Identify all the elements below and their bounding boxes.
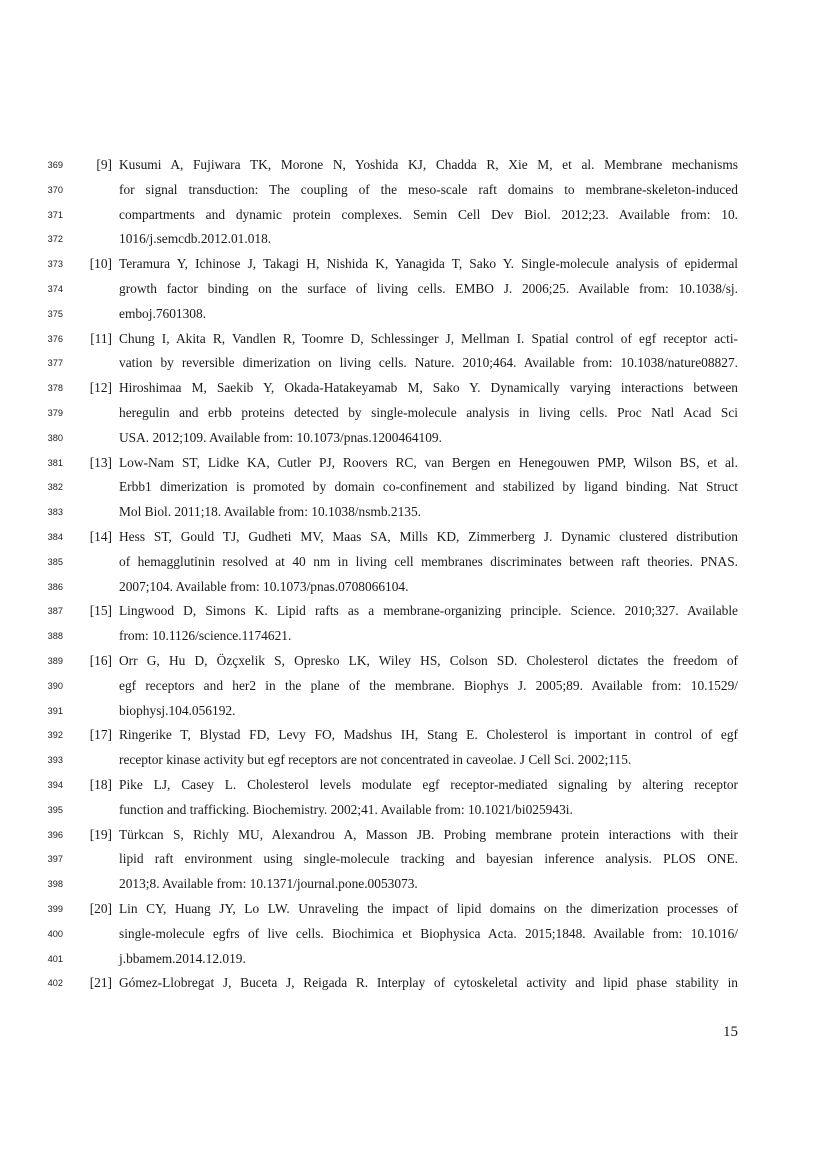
- line-number: 390: [47, 680, 63, 691]
- reference-text: 2007;104. Available from: 10.1073/pnas.0708066104.: [119, 578, 409, 594]
- line-number: 391: [47, 705, 63, 716]
- line-number: 384: [47, 531, 63, 542]
- reference-label: [13]: [89, 454, 112, 470]
- reference-text: Chung I, Akita R, Vandlen R, Toomre D, Schlessinger J, Mellman I. Spatial control of egf receptor acti-: [119, 330, 738, 346]
- line-number: 401: [47, 953, 63, 964]
- reference-text: Kusumi A, Fujiwara TK, Morone N, Yoshida KJ, Chadda R, Xie M, et al. Membrane mechanisms: [119, 157, 738, 172]
- reference-text: single-molecule egfrs of live cells. Biochimica et Biophysica Acta. 2015;1848. Available from: 10.1016/: [119, 925, 738, 941]
- line-number: 394: [47, 779, 63, 790]
- reference-text: for signal transduction: The coupling of the meso-scale raft domains to membrane-skeleton-induced: [119, 181, 738, 197]
- reference-text: j.bbamem.2014.12.019.: [119, 950, 246, 966]
- reference-line: [0, 699, 827, 724]
- reference-entry: [0, 451, 827, 525]
- line-number: 398: [47, 879, 63, 890]
- reference-text: function and trafficking. Biochemistry. 2002;41. Available from: 10.1021/bi025943i.: [119, 801, 573, 817]
- reference-line: [0, 922, 827, 947]
- line-number: 376: [47, 333, 63, 344]
- reference-entry: [0, 773, 827, 823]
- line-number: 379: [47, 407, 63, 418]
- reference-text: Türkcan S, Richly MU, Alexandrou A, Masson JB. Probing membrane protein interactions with their: [119, 826, 738, 842]
- reference-line: [0, 376, 827, 401]
- reference-label: [9]: [96, 157, 112, 172]
- reference-text: Low-Nam ST, Lidke KA, Cutler PJ, Roovers RC, van Bergen en Henegouwen PMP, Wilson BS, et al.: [119, 454, 738, 470]
- line-number: 385: [47, 556, 63, 567]
- reference-label: [18]: [89, 776, 112, 792]
- reference-line: [0, 947, 827, 972]
- reference-text: Erbb1 dimerization is promoted by domain co-confinement and stabilized by ligand binding. Nat Struct: [119, 479, 738, 495]
- reference-entry: [0, 599, 827, 649]
- reference-line: [0, 277, 827, 302]
- reference-line: [0, 178, 827, 203]
- reference-text: egf receptors and her2 in the plane of the membrane. Biophys J. 2005;89. Available from: 10.1529/: [119, 677, 738, 693]
- reference-text: vation by reversible dimerization on living cells. Nature. 2010;464. Available from: 10.1038/nature08827.: [119, 355, 738, 371]
- reference-line: [0, 302, 827, 327]
- line-number: 389: [47, 655, 63, 666]
- line-number: 374: [47, 283, 63, 294]
- reference-line: [0, 153, 827, 178]
- reference-text: Gómez-Llobregat J, Buceta J, Reigada R. Interplay of cytoskeletal activity and lipid phase stability in: [119, 975, 738, 991]
- reference-label: [16]: [89, 652, 112, 668]
- line-number: 383: [47, 507, 63, 518]
- line-number: 395: [47, 804, 63, 815]
- reference-line: [0, 401, 827, 426]
- line-number: 382: [47, 482, 63, 493]
- reference-line: [0, 327, 827, 352]
- line-number: 377: [47, 358, 63, 369]
- reference-line: [0, 451, 827, 476]
- reference-list: [0, 153, 827, 996]
- reference-label: [10]: [89, 256, 112, 272]
- reference-text: Ringerike T, Blystad FD, Levy FO, Madshus IH, Stang E. Cholesterol is important in control of egf: [119, 727, 738, 743]
- line-number: 399: [47, 903, 63, 914]
- reference-line: [0, 525, 827, 550]
- reference-label: [20]: [89, 900, 112, 916]
- reference-line: [0, 971, 827, 996]
- line-number: 373: [47, 259, 63, 270]
- line-number: 400: [47, 928, 63, 939]
- reference-label: [11]: [90, 330, 112, 346]
- line-number: 396: [47, 829, 63, 840]
- reference-text: receptor kinase activity but egf receptors are not concentrated in caveolae. J Cell Sci. 2002;115.: [119, 752, 632, 768]
- page-number: 15: [723, 1024, 738, 1040]
- reference-text: Hiroshimaa M, Saekib Y, Okada-Hatakeyamab M, Sako Y. Dynamically varying interactions between: [119, 380, 738, 396]
- reference-text: Hess ST, Gould TJ, Gudheti MV, Maas SA, Mills KD, Zimmerberg J. Dynamic clustered distribution: [119, 528, 738, 544]
- reference-entry: [0, 723, 827, 773]
- reference-line: [0, 897, 827, 922]
- line-number: 372: [47, 234, 63, 245]
- reference-line: [0, 575, 827, 600]
- reference-line: [0, 872, 827, 897]
- reference-label: [14]: [89, 528, 112, 544]
- line-number: 380: [47, 432, 63, 443]
- reference-text: 2013;8. Available from: 10.1371/journal.pone.0053073.: [119, 876, 418, 892]
- reference-line: [0, 649, 827, 674]
- reference-line: [0, 847, 827, 872]
- reference-text: 1016/j.semcdb.2012.01.018.: [119, 231, 272, 247]
- reference-text: Pike LJ, Casey L. Cholesterol levels modulate egf receptor-mediated signaling by altering receptor: [119, 776, 738, 792]
- reference-label: [15]: [89, 603, 112, 619]
- line-number: 387: [47, 606, 63, 617]
- reference-label: [12]: [89, 380, 112, 396]
- reference-entry: [0, 327, 827, 377]
- reference-line: [0, 723, 827, 748]
- reference-label: [19]: [89, 826, 112, 842]
- reference-line: [0, 773, 827, 798]
- reference-line: [0, 475, 827, 500]
- reference-line: [0, 798, 827, 823]
- reference-text: Lin CY, Huang JY, Lo LW. Unraveling the impact of lipid domains on the dimerization processes of: [119, 900, 738, 916]
- reference-entry: [0, 971, 827, 996]
- reference-line: [0, 203, 827, 228]
- line-number: 386: [47, 581, 63, 592]
- reference-line: [0, 252, 827, 277]
- reference-entry: [0, 525, 827, 599]
- reference-entry: [0, 823, 827, 897]
- line-number: 378: [47, 383, 63, 394]
- reference-label: [17]: [89, 727, 112, 743]
- reference-line: [0, 624, 827, 649]
- reference-entry: [0, 252, 827, 326]
- line-number: 381: [47, 457, 63, 468]
- reference-text: from: 10.1126/science.1174621.: [119, 628, 292, 644]
- reference-text: compartments and dynamic protein complexes. Semin Cell Dev Biol. 2012;23. Available from: 10.: [119, 206, 738, 222]
- line-number: 375: [47, 308, 63, 319]
- reference-label: [21]: [89, 975, 112, 991]
- reference-entry: [0, 153, 827, 252]
- reference-line: [0, 227, 827, 252]
- reference-text: USA. 2012;109. Available from: 10.1073/pnas.1200464109.: [119, 429, 442, 445]
- line-number: 370: [47, 184, 63, 195]
- line-number: 369: [47, 160, 63, 170]
- reference-entry: [0, 897, 827, 971]
- reference-entry: [0, 376, 827, 450]
- reference-line: [0, 550, 827, 575]
- line-number: 392: [47, 730, 63, 741]
- reference-text: Lingwood D, Simons K. Lipid rafts as a membrane-organizing principle. Science. 2010;327. Available: [119, 603, 738, 619]
- reference-text: Orr G, Hu D, Özçxelik S, Opresko LK, Wiley HS, Colson SD. Cholesterol dictates the freedom of: [119, 652, 738, 668]
- line-number: 371: [47, 209, 63, 220]
- line-number: 393: [47, 755, 63, 766]
- reference-text: Mol Biol. 2011;18. Available from: 10.1038/nsmb.2135.: [119, 504, 422, 520]
- reference-line: [0, 599, 827, 624]
- line-number: 397: [47, 854, 63, 865]
- reference-text: lipid raft environment using single-molecule tracking and bayesian inference analysis. PLOS ONE.: [119, 851, 738, 867]
- reference-text: growth factor binding on the surface of living cells. EMBO J. 2006;25. Available from: 10.1038/sj.: [119, 280, 738, 296]
- reference-line: [0, 823, 827, 848]
- reference-text: of hemagglutinin resolved at 40 nm in living cell membranes discriminates between raft theories. PNAS.: [119, 553, 738, 569]
- line-number: 388: [47, 631, 63, 642]
- reference-line: [0, 351, 827, 376]
- reference-text: heregulin and erbb proteins detected by single-molecule analysis in living cells. Proc Natl Acad Sci: [119, 404, 738, 420]
- reference-line: [0, 748, 827, 773]
- reference-line: [0, 674, 827, 699]
- line-number: 402: [47, 978, 63, 989]
- reference-text: emboj.7601308.: [119, 305, 207, 321]
- reference-line: [0, 500, 827, 525]
- reference-text: Teramura Y, Ichinose J, Takagi H, Nishida K, Yanagida T, Sako Y. Single-molecule analysis of epidermal: [119, 256, 738, 272]
- reference-entry: [0, 649, 827, 723]
- reference-line: [0, 426, 827, 451]
- reference-text: biophysj.104.056192.: [119, 702, 236, 718]
